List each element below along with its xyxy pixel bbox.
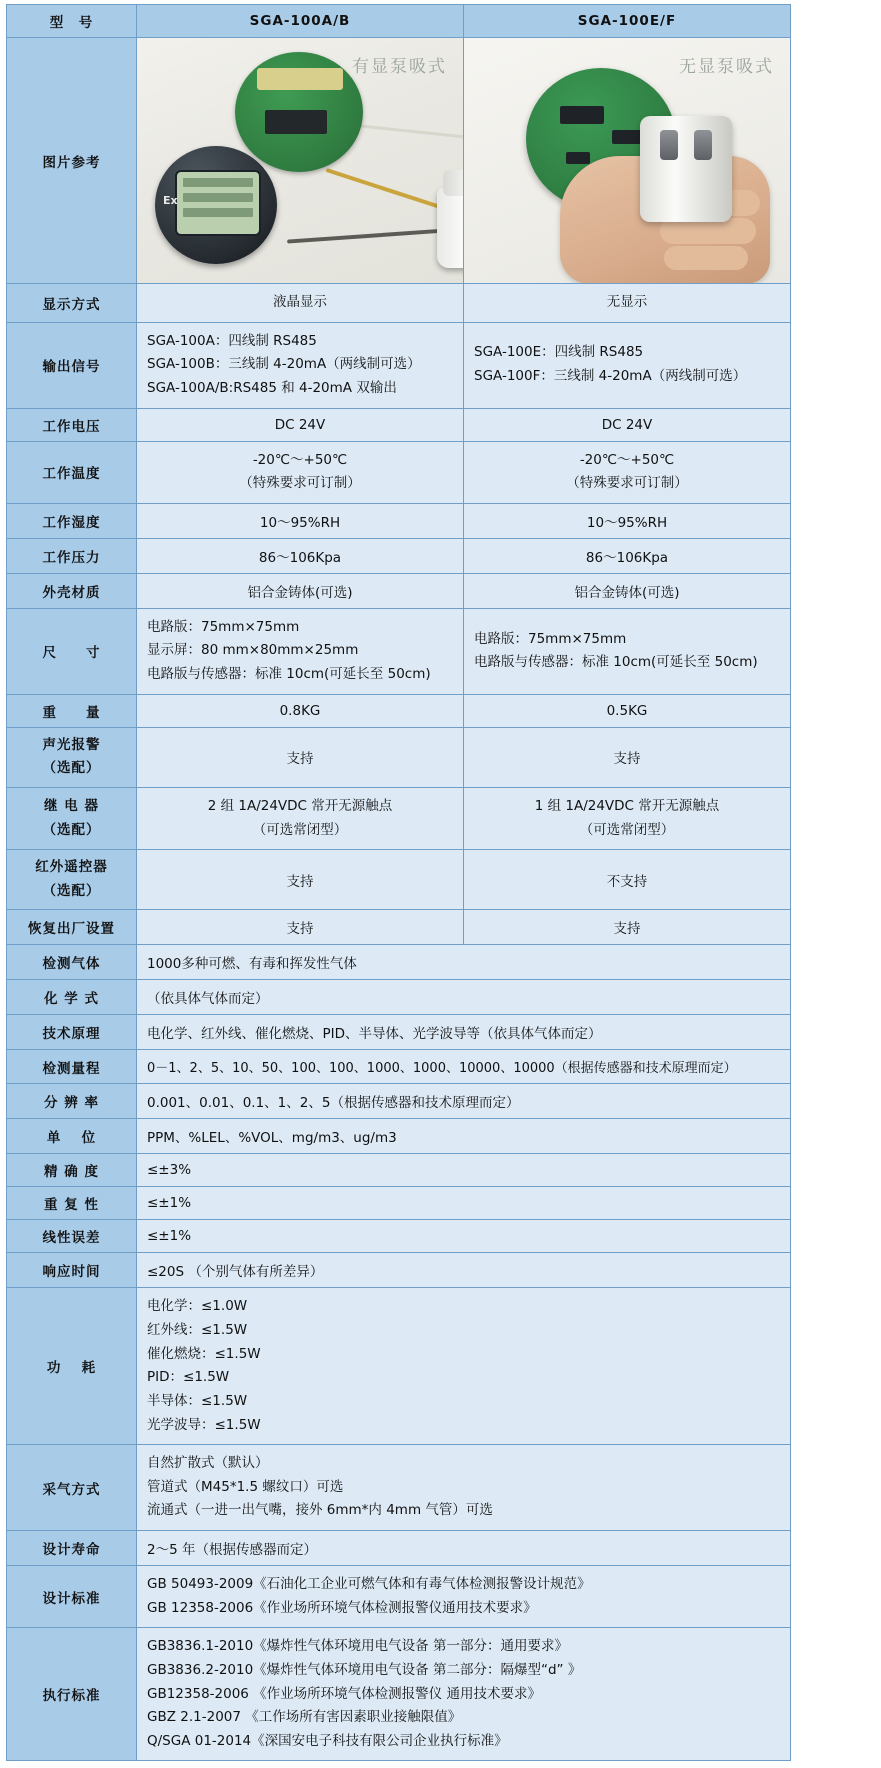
row-label	[7, 850, 137, 910]
cell-line: 2 组 1A/24VDC 常开无源触点	[207, 797, 393, 814]
cell-line: 红外线：≤1.5W	[147, 1322, 248, 1338]
cell-a: 0.8KG	[137, 694, 464, 727]
cell-line: GB3836.2-2010《爆炸性气体环境用电气设备 第二部分：隔爆型“d” 》	[147, 1661, 582, 1678]
cell-line: Q/SGA 01-2014《深国安电子科技有限公司企业执行标准》	[147, 1732, 508, 1749]
row-label: 单 位	[7, 1119, 137, 1154]
photo-cell-b	[464, 38, 791, 284]
row-label: 显示方式	[7, 284, 137, 323]
row-label: 工作温度	[7, 441, 137, 503]
table-row	[7, 727, 791, 787]
cell-a	[137, 441, 464, 503]
specification-table	[6, 4, 791, 1761]
table-row	[7, 980, 791, 1015]
cell-a	[137, 608, 464, 694]
cell-line: SGA-100A/B:RS485 和 4-20mA 双输出	[147, 379, 397, 396]
label-line: 红外遥控器	[35, 859, 108, 876]
cell-b: 铝合金铸体(可选)	[464, 573, 791, 608]
table-row	[7, 503, 791, 538]
table-row	[7, 538, 791, 573]
cell-line: 无显示	[606, 294, 648, 310]
label-line: （选配）	[42, 821, 101, 838]
cell-full: 电化学、红外线、催化燃烧、PID、半导体、光学波导等（依具体气体而定）	[137, 1015, 791, 1050]
row-label: 精 确 度	[7, 1154, 137, 1187]
cell-b: 0.5KG	[464, 694, 791, 727]
row-label: 外壳材质	[7, 573, 137, 608]
table-row	[7, 787, 791, 849]
cell-full: （依具体气体而定）	[137, 980, 791, 1015]
row-label: 设计寿命	[7, 1531, 137, 1566]
header-model-b: SGA-100E/F	[464, 5, 791, 38]
photo-tag-b: 无显泵吸式	[679, 57, 774, 77]
sensor-housing	[437, 188, 463, 268]
lcd-screen	[175, 170, 261, 236]
display-meter	[155, 146, 277, 264]
cell-line: GB12358-2006 《作业场所环境气体检测报警仪 通用技术要求》	[147, 1685, 541, 1702]
cell-full	[137, 1628, 791, 1761]
cell-line: -20℃～+50℃	[252, 451, 348, 468]
cell-line: SGA-100A：四线制 RS485	[147, 332, 317, 349]
table-row	[7, 1220, 791, 1253]
table-row	[7, 322, 791, 408]
cell-a: 支持	[137, 850, 464, 910]
cell-line: PID：≤1.5W	[147, 1369, 230, 1386]
cell-full: PPM、%LEL、%VOL、mg/m3、ug/m3	[137, 1119, 791, 1154]
cell-line: 液晶显示	[273, 294, 327, 310]
cell-a: DC 24V	[137, 408, 464, 441]
row-label: 化 学 式	[7, 980, 137, 1015]
label-line: 继 电 器	[44, 797, 99, 814]
row-label: 检测量程	[7, 1050, 137, 1084]
row-label: 技术原理	[7, 1015, 137, 1050]
row-label: 功 耗	[7, 1288, 137, 1445]
cell-a: 支持	[137, 910, 464, 945]
table-row	[7, 1531, 791, 1566]
cell-line: SGA-100F：三线制 4-20mA（两线制可选）	[474, 368, 747, 385]
cell-b	[464, 787, 791, 849]
wire	[326, 168, 451, 212]
cell-line: GBZ 2.1-2007 《工作场所有害因素职业接触限值》	[147, 1709, 462, 1726]
table-row	[7, 694, 791, 727]
cell-full: ≤±1%	[137, 1187, 791, 1220]
cell-full: 2～5 年（根据传感器而定）	[137, 1531, 791, 1566]
cell-a: 86～106Kpa	[137, 538, 464, 573]
cell-line: 电路版：75mm×75mm	[474, 630, 627, 647]
row-label: 工作湿度	[7, 503, 137, 538]
table-row	[7, 441, 791, 503]
cell-line: 电路版与传感器：标准 10cm(可延长至 50cm)	[474, 654, 758, 671]
row-label: 响应时间	[7, 1253, 137, 1288]
table-row	[7, 945, 791, 980]
cell-line: 1 组 1A/24VDC 常开无源触点	[534, 797, 720, 814]
table-row	[7, 1288, 791, 1445]
cell-full	[137, 1566, 791, 1628]
row-label	[7, 727, 137, 787]
table-row	[7, 5, 791, 38]
cell-line: GB 12358-2006《作业场所环境气体检测报警仪通用技术要求》	[147, 1599, 537, 1616]
cell-b: 不支持	[464, 850, 791, 910]
row-label: 重 复 性	[7, 1187, 137, 1220]
cell-line: GB3836.1-2010《爆炸性气体环境用电气设备 第一部分：通用要求》	[147, 1638, 568, 1655]
row-label: 线性误差	[7, 1220, 137, 1253]
row-label	[7, 787, 137, 849]
cell-full: 1000多种可燃、有毒和挥发性气体	[137, 945, 791, 980]
cell-a	[137, 787, 464, 849]
row-label: 检测气体	[7, 945, 137, 980]
cell-b: 支持	[464, 910, 791, 945]
cell-full	[137, 1288, 791, 1445]
table-row	[7, 408, 791, 441]
product-photo-a	[137, 38, 463, 283]
table-row	[7, 284, 791, 323]
header-label: 型 号	[7, 5, 137, 38]
cell-line: 管道式（M45*1.5 螺纹口）可选	[147, 1478, 344, 1495]
row-label-photo: 图片参考	[7, 38, 137, 284]
cell-line: SGA-100E：四线制 RS485	[474, 344, 644, 361]
photo-cell-a	[137, 38, 464, 284]
cell-b	[464, 608, 791, 694]
cell-full: ≤±3%	[137, 1154, 791, 1187]
row-label: 采气方式	[7, 1445, 137, 1531]
spec-sheet	[0, 4, 881, 1761]
table-row-photo	[7, 38, 791, 284]
table-row	[7, 1566, 791, 1628]
table-row	[7, 573, 791, 608]
cell-b	[464, 441, 791, 503]
cell-full: ≤20S （个别气体有所差异）	[137, 1253, 791, 1288]
cell-line: SGA-100B：三线制 4-20mA（两线制可选）	[147, 356, 421, 373]
cell-b: 86～106Kpa	[464, 538, 791, 573]
cell-line: 电化学：≤1.0W	[147, 1298, 248, 1315]
cell-line: 自然扩散式（默认）	[147, 1455, 269, 1472]
table-row	[7, 850, 791, 910]
sensor-housing	[640, 116, 732, 222]
row-label: 输出信号	[7, 322, 137, 408]
table-row	[7, 1154, 791, 1187]
table-row	[7, 608, 791, 694]
table-row	[7, 1015, 791, 1050]
cell-line: （可选常闭型）	[579, 821, 675, 838]
row-label: 重 量	[7, 694, 137, 727]
cell-a: 支持	[137, 727, 464, 787]
cell-a: 铝合金铸体(可选)	[137, 573, 464, 608]
table-row	[7, 1084, 791, 1119]
cell-line: 催化燃烧：≤1.5W	[147, 1345, 261, 1362]
cell-line: 半导体：≤1.5W	[147, 1392, 248, 1409]
row-label: 恢复出厂设置	[7, 910, 137, 945]
wire	[287, 228, 447, 243]
cell-b: 支持	[464, 727, 791, 787]
label-line: 声光报警	[42, 736, 101, 753]
table-row	[7, 1050, 791, 1084]
cell-b: 10～95%RH	[464, 503, 791, 538]
cell-a: 10～95%RH	[137, 503, 464, 538]
cell-full: ≤±1%	[137, 1220, 791, 1253]
cell-line: -20℃～+50℃	[579, 451, 675, 468]
row-label: 设计标准	[7, 1566, 137, 1628]
cell-a	[137, 284, 464, 323]
circuit-board	[235, 52, 363, 172]
row-label: 分 辨 率	[7, 1084, 137, 1119]
header-model-a: SGA-100A/B	[137, 5, 464, 38]
table-row	[7, 1445, 791, 1531]
photo-tag-a: 有显泵吸式	[352, 57, 447, 77]
cell-b	[464, 284, 791, 323]
table-row	[7, 1187, 791, 1220]
cell-line: 电路版：75mm×75mm	[147, 618, 300, 635]
label-line: （选配）	[42, 882, 101, 899]
row-label: 尺 寸	[7, 608, 137, 694]
table-row	[7, 1119, 791, 1154]
cell-line: （可选常闭型）	[252, 821, 348, 838]
cell-line: 电路版与传感器：标准 10cm(可延长至 50cm)	[147, 666, 431, 682]
cell-full: 0－1、2、5、10、50、100、100、1000、1000、10000、10000（根据传感器和技术原理而定）	[137, 1050, 791, 1084]
row-label: 执行标准	[7, 1628, 137, 1761]
table-row	[7, 910, 791, 945]
cell-line: （特殊要求可订制）	[566, 475, 688, 492]
product-photo-b	[464, 38, 790, 283]
cell-line: 流通式（一进一出气嘴，接外 6mm*内 4mm 气管）可选	[147, 1502, 493, 1519]
cell-b: DC 24V	[464, 408, 791, 441]
cell-a	[137, 322, 464, 408]
row-label: 工作电压	[7, 408, 137, 441]
cell-line: 光学波导：≤1.5W	[147, 1416, 261, 1433]
table-row	[7, 1253, 791, 1288]
cell-full: 0.001、0.01、0.1、1、2、5（根据传感器和技术原理而定）	[137, 1084, 791, 1119]
label-line: （选配）	[42, 760, 101, 777]
row-label: 工作压力	[7, 538, 137, 573]
cell-full	[137, 1445, 791, 1531]
cell-line: GB 50493-2009《石油化工企业可燃气体和有毒气体检测报警设计规范》	[147, 1576, 591, 1592]
cell-line: （特殊要求可订制）	[239, 475, 361, 492]
ex-mark: Ex	[163, 194, 178, 207]
table-row	[7, 1628, 791, 1761]
cell-b	[464, 322, 791, 408]
cell-line: 显示屏：80 mm×80mm×25mm	[147, 642, 359, 659]
